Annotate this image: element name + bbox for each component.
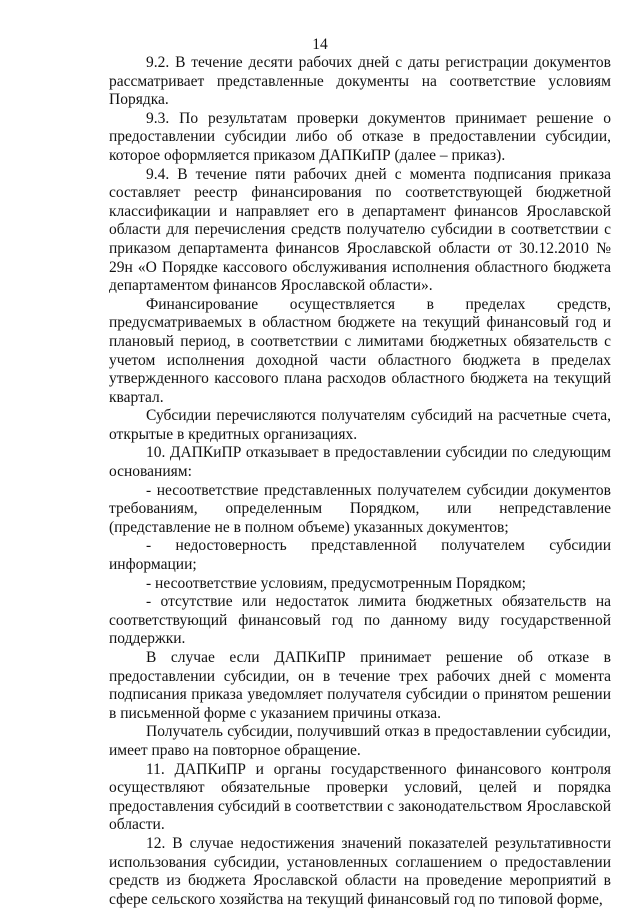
refusal-reason-item: - несоответствие представленных получателем субсидии документов требованиям, определенным Порядком, или непредставление (представление не в полном объеме) указанных документов;	[109, 481, 611, 536]
paragraph-repeat-request: Получатель субсидии, получивший отказ в предоставлении субсидии, имеет право на повторное обращение.	[109, 723, 611, 759]
paragraph-9-2: 9.2. В течение десяти рабочих дней с даты регистрации документов рассматривает представленные документы на соответствие условиям Порядка.	[109, 54, 611, 109]
paragraph-refusal-notice: В случае если ДАПКиПР принимает решение об отказе в предоставлении субсидии, он в течение трех рабочих дней с момента подписания приказа уведомляет получателя субсидии о принятом решении в письменной форме с указанием причины отказа.	[109, 649, 611, 722]
paragraph-12: 12. В случае недостижения значений показателей результативности использования субсидии, установленных соглашением о предоставлении средств из бюджета Ярославской области на проведение мероприятий в сфере сельского хозяйства на текущий финансовый год по типовой форме,	[109, 834, 611, 908]
paragraph-11: 11. ДАПКиПР и органы государственного финансового контроля осуществляют обязательные проверки условий, целей и порядка предоставления субсидий в соответствии с законодательством Ярославской области.	[109, 760, 611, 834]
paragraph-9-3: 9.3. По результатам проверки документов принимает решение о предоставлении субсидии либо об отказе в предоставлении субсидии, которое оформляется приказом ДАПКиПР (далее – приказ).	[109, 109, 611, 164]
refusal-reason-item: - отсутствие или недостаток лимита бюджетных обязательств на соответствующий финансовый год по данному виду государственной поддержки.	[109, 593, 611, 648]
paragraph-9-4: 9.4. В течение пяти рабочих дней с момента подписания приказа составляет реестр финансирования по соответствующей бюджетной классификации и направляет его в департамент финансов Ярославской области для перечисления средств получателю субсидии в соответствии с приказом департамента финансов Ярославской области от 30.12.2010 № 29н «О Порядке кассового обслуживания исполнения областного бюджета департаментом финансов Ярославской области».	[109, 165, 611, 295]
refusal-reason-item: - несоответствие условиям, предусмотренным Порядком;	[146, 574, 526, 592]
paragraph-financing: Финансирование осуществляется в пределах средств, предусматриваемых в областном бюджете на текущий финансовый год и плановый период, в соответствии с лимитами бюджетных обязательств с учетом исполнения доходной части областного бюджета в пределах утвержденного кассового плана расходов областного бюджета на текущий квартал.	[109, 295, 611, 406]
paragraph-10: 10. ДАПКиПР отказывает в предоставлении субсидии по следующим основаниям:	[109, 444, 611, 481]
refusal-reason-item: - недостоверность представленной получателем субсидии информации;	[109, 537, 611, 574]
page-number: 14	[312, 36, 328, 53]
paragraph-subsidy-transfer: Субсидии перечисляются получателям субсидий на расчетные счета, открытые в кредитных организациях.	[109, 407, 611, 443]
document-body	[109, 54, 611, 909]
